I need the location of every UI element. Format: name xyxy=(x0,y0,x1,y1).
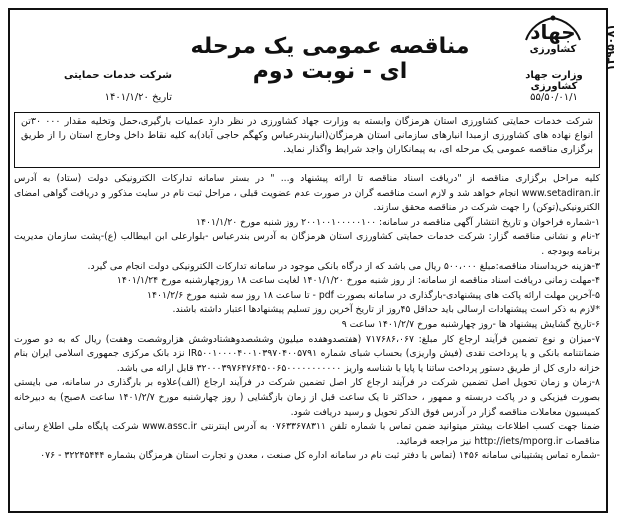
list-item: ۶-تاریخ گشایش پیشنهاد ها -روز چهارشنبه مورخ ۱۴۰۱/۲/۷ ساعت ۹ xyxy=(341,318,600,330)
list-item: ۳-هزینه خریداسناد مناقصه:مبلغ ۵۰۰،۰۰۰ ریال می باشد که از درگاه بانکی موجود در سامانه تدارکات الکترونیکی دولت انجام می گیرد. xyxy=(87,260,600,272)
side-registration-number: ۱۳۹۵۰۸۱ xyxy=(604,24,617,71)
reference-number: ۵۵/۵۰/۰۱/۱ xyxy=(530,92,578,103)
page-title: مناقصه عمومی یک مرحله ای - نوبت دوم xyxy=(190,34,470,84)
notice-body xyxy=(14,172,600,464)
list-item: *لازم به ذکر است پیشنهادات ارسالی باید حداقل ۴۵روز از تاریخ آخرین روز تسلیم پیشنهادها اعتبار داشته باشند. xyxy=(172,304,600,316)
list-item: ۱-شماره فراخوان و تاریخ انتشار آگهی مناقصه در سامانه: ۲۰۰۱۰۰۱۰۰۰۰۰۱۰۰ روز شنبه مورخ ۱۴۰۱/۱/۲۰ xyxy=(195,216,600,228)
ministry-logo xyxy=(520,14,586,66)
list-item: ضمنا جهت کسب اطلاعات بیشتر میتوانید ضمن تماس با شماره تلفن ۰۷۶۳۳۶۷۸۳۱۱ به آدرس اینترنتی www.assc.ir شرکت پایگاه ملی اطلاع رسانی مناقصات http://iets/mporg.ir نیز مراجعه فرمائید. xyxy=(14,421,600,447)
logo-wordmark: جهاد xyxy=(530,20,576,44)
general-paragraph: کلیه مراحل برگزاری مناقصه از "دریافت اسناد مناقصه تا ارائه پیشنهاد و... " در بستر سامانه تدارکات الکترونیکی دولت (ستاد) به آدرس www.setadiran.ir انجام خواهد شد و لازم است مناقصه گران در صورت عدم عضویت قبلی ، مراحل ثبت نام در سایت مذکور و دریافت گواهی امضای الکترونیکی(توکن) را جهت شرکت در مناقصه محقق سازند. xyxy=(14,173,600,214)
logo-subtext: کشاورزی xyxy=(529,44,577,55)
organization-name: وزارت جهاد کشاورزی xyxy=(525,70,583,92)
notice-date: تاریخ ۱۴۰۱/۱/۲۰ xyxy=(104,92,172,103)
list-item: ۵-آخرین مهلت ارائه پاکت های پیشنهادی-بارگذاری در سامانه بصورت pdf - تا ساعت ۱۸ روز سه شنبه مورخ ۱۴۰۱/۲/۶ xyxy=(147,289,600,301)
list-item: -شماره تماس پشتیبانی سامانه ۱۴۵۶ (تماس با دفتر ثبت نام در سامانه اداره کل صنعت ، معدن و تجارت استان هرمزگان بشماره ۳۲۲۴۵۴۴۴ - ۰۷۶ xyxy=(40,450,600,462)
list-item: ۲-نام و نشانی مناقصه گزار: شرکت خدمات حمایتی کشاورزی استان هرمزگان به آدرس بندرعباس -بلوارعلی ابن ابیطالب (ع)-پشت سازمان مدیریت برنامه وبودجه . xyxy=(14,231,600,257)
list-item: ۸-زمان و زمان تحویل اصل تضمین شرکت در فرآیند ارجاع کار اصل تضمین شرکت در فرآیند ارجاع (الف)علاوه بر بارگذاری در سامانه، می بایستی بصورت فیزیکی و در پاکت دربسته و ممهور ، حداکثر تا یک ساعت قبل از زمان بازگشایی ( روز چهارشنبه مورخ ۱۴۰۱/۲/۷ ساعت ۸صبح) به دبیرخانه کمیسیون معاملات مناقصه گزار در آدرس فوق الذکر تحویل و رسید دریافت شود. xyxy=(14,377,600,418)
list-item: ۴-مهلت زمانی دریافت اسناد مناقصه از سامانه: از روز شنبه مورخ ۱۴۰۱/۱/۲۰ لغایت ساعت ۱۸ روزچهارشنبه مورخ ۱۴۰۱/۱/۲۴ xyxy=(116,275,600,287)
list-item: ۷-میزان و نوع تضمین فرآیند ارجاع کار مبلغ: ۷۱۷۶۸۶،۰۶۷ (هفتصدوهفده میلیون وششصدوهشتادوشش هزاروشصت وهفت) ریال که به دو صورت ضمانتنامه بانکی و یا پرداخت نقدی (فیش واریزی) بحساب شبای شماره IR۵۰۰۱۰۰۰۰۴۰۰۱۰۳۹۷۰۴۰۰۵۷۹۱ نزد بانک مرکزی جمهوری اسلامی ایران بنام خزانه داری کل از طریق دستور پرداخت ساتنا یا پایا با شناسه واریز ۳۲۰۰۰۳۹۷۶۴۷۶۴۵۰۰۶۵۰۰۰۰۰۰۰۰۰۰۰ قابل ارائه می باشد. xyxy=(14,333,600,374)
intro-box: شرکت خدمات حمایتی کشاورزی استان هرمزگان وابسته به وزارت جهاد کشاورزی در نظر دارد عملیات بارگیری،حمل وتخلیه مقدار ۰۰۰ ۳۰تن انواع نهاده های کشاورزی ازمبدا انبارهای سازمانی استان هرمزگان(انباربندرعباس وکهگم حاجی آباد)به کلیه نقاط داخل وخارج استان را از طریق برگزاری مناقصه عمومی یک مرحله ای، به پیمانکاران واجد شرایط واگذار نماید. xyxy=(14,112,600,168)
company-name: شرکت خدمات حمایتی xyxy=(63,70,172,81)
